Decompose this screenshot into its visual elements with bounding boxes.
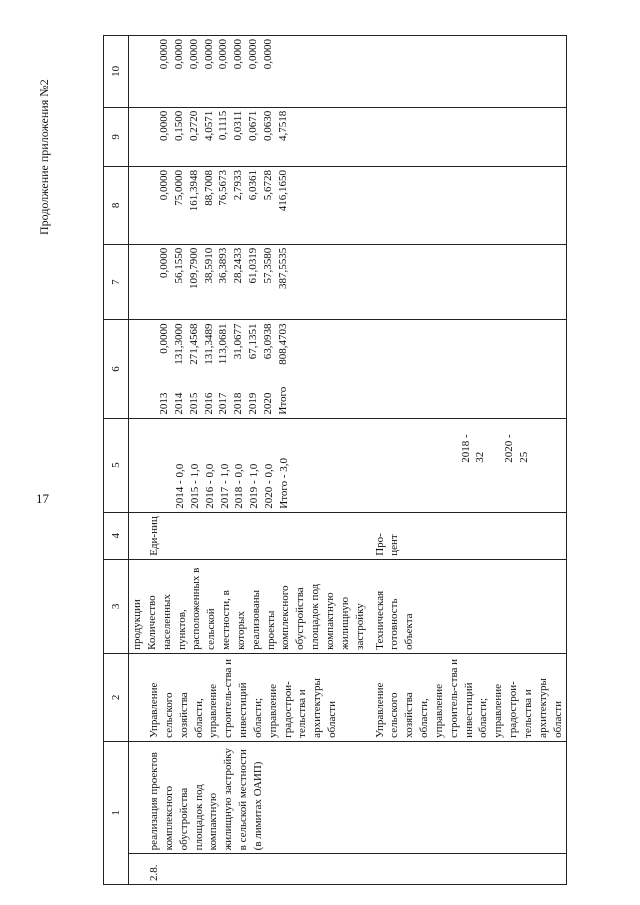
value: 0,2720 — [187, 110, 200, 141]
years-and-col7-cell — [129, 320, 369, 418]
target-value: 2014 - 0,0 — [174, 463, 186, 509]
appendix-note-wrapper — [37, 0, 52, 235]
value: 131,3000 — [172, 323, 185, 365]
year: 2016 — [202, 392, 215, 415]
col-number-9: 9 — [104, 107, 129, 166]
value: 387,5535 — [276, 247, 289, 289]
value: 0,0311 — [232, 110, 245, 141]
value: 271,4568 — [187, 323, 200, 365]
col-number-3: 3 — [104, 559, 129, 653]
col-number-5: 5 — [104, 418, 129, 512]
value: 0,1500 — [172, 110, 185, 141]
col-number-10: 10 — [104, 36, 129, 108]
indicator: Техническая готовность объекта — [369, 559, 567, 653]
value: 416,1650 — [276, 170, 289, 212]
year: 2019 — [247, 392, 260, 415]
value: 109,7900 — [187, 247, 200, 289]
value: 0,0000 — [247, 39, 260, 70]
value: 0,0630 — [261, 110, 274, 141]
unit: Еди-ниц — [129, 512, 369, 559]
value: 67,1351 — [247, 323, 260, 360]
empty-cell — [369, 854, 567, 885]
value: 61,0319 — [247, 247, 260, 284]
value: 28,2433 — [232, 247, 245, 284]
value: 0,0000 — [158, 110, 170, 141]
year: 2017 — [217, 392, 230, 415]
indicator: Количество населенных пунктов, расположенных в сельской местности, в которых реализованы проекты комплексного обустройства площадок под компактную жилищную застройку — [145, 567, 366, 650]
value: 76,5673 — [217, 170, 230, 206]
value: 36,3893 — [217, 247, 230, 284]
year: 2020 — [261, 392, 274, 415]
value: 5,6728 — [261, 170, 274, 201]
value: 88,7008 — [202, 170, 215, 206]
year: 2013 — [158, 392, 170, 415]
target-value: 2018 - 32 — [459, 434, 487, 463]
item-number: 2.8. — [129, 854, 369, 885]
table-row — [129, 36, 369, 885]
value: 6,0361 — [247, 170, 260, 201]
col-number-2: 2 — [104, 653, 129, 741]
col-number-7: 7 — [104, 244, 129, 320]
value: 113,0681 — [217, 323, 230, 365]
col-number-4: 4 — [104, 512, 129, 559]
value: 0,0000 — [202, 39, 215, 70]
empty-cell — [369, 107, 567, 166]
empty-cell — [369, 244, 567, 320]
target-value: 2019 - 1,0 — [248, 463, 261, 509]
value: 0,0000 — [261, 39, 274, 70]
page-number: 17 — [36, 491, 49, 506]
targets-list — [369, 418, 567, 512]
indicator-prefix: продукции — [131, 599, 143, 650]
value: 0,0000 — [158, 39, 170, 70]
value: 57,3580 — [261, 247, 274, 284]
target-value: 2018 - 0,0 — [233, 463, 246, 509]
value: 4,0571 — [202, 110, 215, 141]
year: 2015 — [187, 392, 200, 415]
target-value: Итого - 3,0 — [277, 457, 290, 509]
appendix-note: Продолжение приложения №2 — [37, 79, 51, 235]
target-value: 2017 - 1,0 — [218, 463, 231, 509]
empty-cell — [369, 741, 567, 854]
value: 0,1115 — [217, 110, 230, 141]
value: 0,0000 — [232, 39, 245, 70]
unit: Про-цент — [369, 512, 567, 559]
executor: Управление сельского хозяйства области, управление строитель-ства и инвестиций области; управление градострои-тельства и архитектуры области — [129, 653, 369, 741]
spacer — [488, 422, 502, 509]
col-number-1: 1 — [104, 741, 129, 884]
value: 0,0000 — [158, 323, 170, 354]
value: 808,4703 — [276, 323, 289, 365]
col10-values — [129, 107, 369, 166]
value: 0,0000 — [217, 39, 230, 70]
value: 56,1550 — [172, 247, 185, 284]
value: 31,0677 — [232, 323, 245, 360]
year: Итого — [276, 386, 289, 415]
value: 0,0000 — [172, 39, 185, 70]
value: 4,7518 — [276, 110, 289, 141]
value: 63,0938 — [261, 323, 274, 360]
value: 0,0000 — [187, 39, 200, 70]
years-list — [157, 387, 291, 415]
col11-values — [129, 36, 369, 108]
indicator-cell — [129, 559, 369, 653]
value: 0,0671 — [247, 110, 260, 141]
value: 131,3489 — [202, 323, 215, 365]
col7-values — [157, 323, 291, 364]
target-value: 2020 - 0,0 — [263, 463, 276, 509]
col8-values — [129, 244, 369, 320]
empty-cell — [369, 167, 567, 245]
target-value: 2016 - 0,0 — [203, 463, 216, 509]
rotated-table-wrapper — [103, 35, 638, 885]
year: 2018 — [232, 392, 245, 415]
target-value: 2015 - 1,0 — [188, 463, 201, 509]
empty-cell — [369, 36, 567, 108]
program-table — [103, 35, 567, 885]
target-value: 2020 - 25 — [503, 434, 531, 463]
executor: Управление сельского хозяйства области, управление строитель-ства и инвестиций области; управление градострои-тельства и архитектуры области — [369, 653, 567, 741]
value: 0,0000 — [158, 247, 170, 278]
value: 2,7933 — [232, 170, 245, 201]
col-number-6: 6 — [104, 320, 129, 418]
col-number-8: 8 — [104, 167, 129, 245]
value: 161,3948 — [187, 170, 200, 212]
table-row — [369, 36, 567, 885]
empty-cell — [369, 320, 567, 418]
year: 2014 — [172, 392, 185, 415]
targets-list — [129, 418, 369, 512]
value: 0,0000 — [158, 170, 170, 201]
value: 38,5910 — [202, 247, 215, 284]
measure-name: реализация проектов комплексного обустройства площадок под компактную жилищную застройку в сельской местности (в лимитах ОАИП) — [129, 741, 369, 854]
col9-values — [129, 167, 369, 245]
column-number-row — [104, 36, 129, 885]
value: 75,0000 — [172, 170, 185, 206]
